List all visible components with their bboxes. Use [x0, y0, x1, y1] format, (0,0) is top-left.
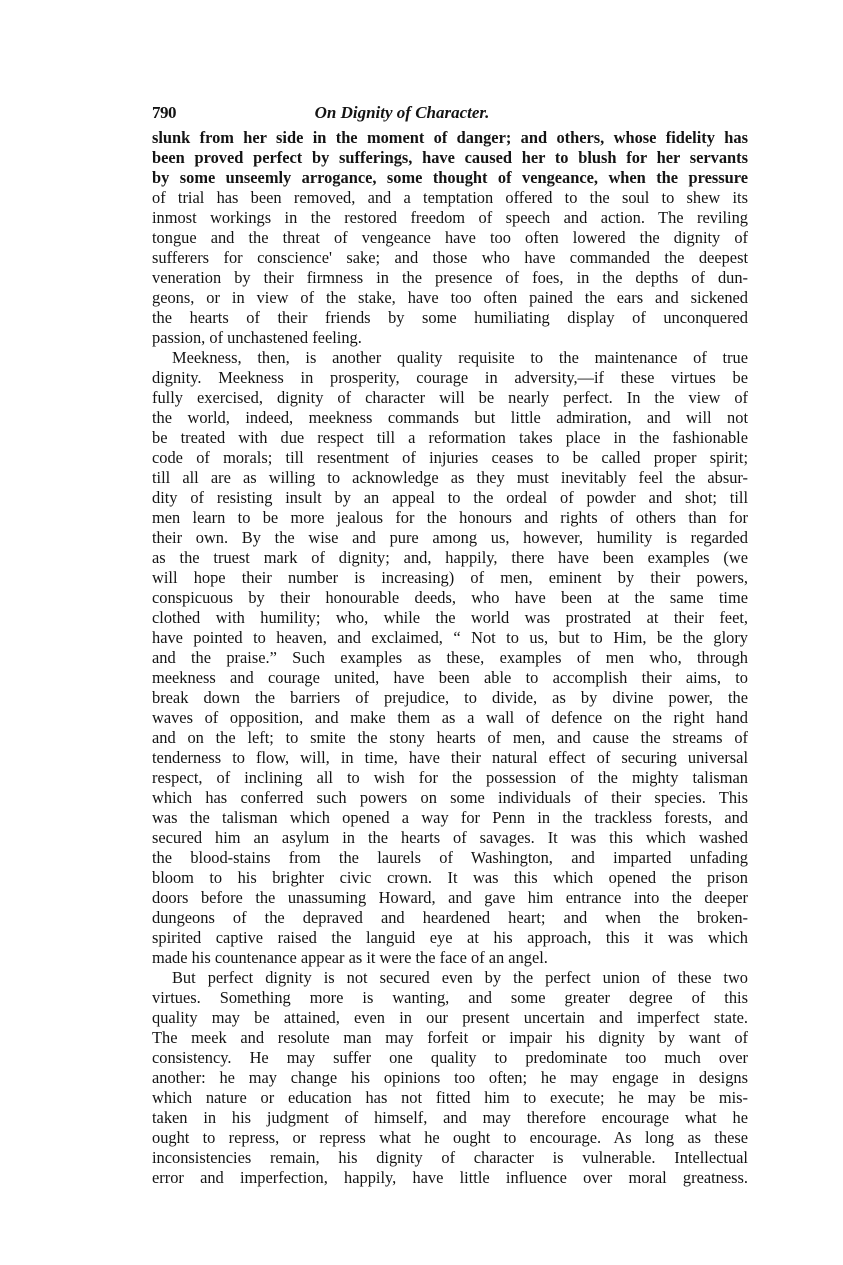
- text-line: consistency. He may suffer one quality to predominate too much over: [152, 1048, 748, 1067]
- text-line: was the talisman which opened a way for Penn in the trackless forests, and: [152, 808, 748, 827]
- text-line: sufferers for conscience' sake; and those who have commanded the deepest: [152, 248, 748, 267]
- text-line: another: he may change his opinions too often; he may engage in designs: [152, 1068, 748, 1087]
- text-line: quality may be attained, even in our present uncertain and imperfect state.: [152, 1008, 748, 1027]
- text-line: slunk from her side in the moment of danger; and others, whose fidelity has: [152, 128, 748, 147]
- text-line: break down the barriers of prejudice, to divide, as by divine power, the: [152, 688, 748, 707]
- text-line: men learn to be more jealous for the honours and rights of others than for: [152, 508, 748, 527]
- page-number: 790: [152, 103, 176, 122]
- text-line: been proved perfect by sufferings, have caused her to blush for her servants: [152, 148, 748, 167]
- text-line: fully exercised, dignity of character will be nearly perfect. In the view of: [152, 388, 748, 407]
- text-line: will hope their number is increasing) of men, eminent by their powers,: [152, 568, 748, 587]
- text-line: error and imperfection, happily, have little influence over moral greatness.: [152, 1168, 748, 1187]
- text-line: Meekness, then, is another quality requisite to the maintenance of true: [172, 348, 748, 367]
- text-line: have pointed to heaven, and exclaimed, “ Not to us, but to Him, be the glory: [152, 628, 748, 647]
- text-line: The meek and resolute man may forfeit or impair his dignity by want of: [152, 1028, 748, 1047]
- text-line: bloom to his brighter civic crown. It was this which opened the prison: [152, 868, 748, 887]
- text-line: meekness and courage united, have been able to accomplish their aims, to: [152, 668, 748, 687]
- page-header: [152, 103, 747, 125]
- text-line: veneration by their firmness in the presence of foes, in the depths of dun-: [152, 268, 748, 287]
- text-line: which nature or education has not fitted him to execute; he may be mis-: [152, 1088, 748, 1107]
- text-line: made his countenance appear as it were the face of an angel.: [152, 948, 548, 967]
- text-line: of trial has been removed, and a temptation offered to the soul to shew its: [152, 188, 748, 207]
- text-line: the hearts of their friends by some humiliating display of unconquered: [152, 308, 748, 327]
- text-line: as the truest mark of dignity; and, happily, there have been examples (we: [152, 548, 748, 567]
- running-title: On Dignity of Character.: [314, 103, 490, 122]
- text-line: secured him an asylum in the hearts of savages. It was this which washed: [152, 828, 748, 847]
- text-line: dity of resisting insult by an appeal to the ordeal of powder and shot; till: [152, 488, 748, 507]
- text-line: inconsistencies remain, his dignity of character is vulnerable. Intellectual: [152, 1148, 748, 1167]
- paragraph: [152, 348, 748, 968]
- text-line: conspicuous by their honourable deeds, who have been at the same time: [152, 588, 748, 607]
- text-line: geons, or in view of the stake, have too often pained the ears and sickened: [152, 288, 748, 307]
- text-line: ought to repress, or repress what he ought to encourage. As long as these: [152, 1128, 748, 1147]
- text-line: inmost workings in the restored freedom of speech and action. The reviling: [152, 208, 748, 227]
- text-line: dungeons of the depraved and heardened heart; and when the broken-: [152, 908, 748, 927]
- text-line: and the praise.” Such examples as these, examples of men who, through: [152, 648, 748, 667]
- body-text: [152, 128, 748, 1188]
- text-line: and on the left; to smite the stony hearts of men, and cause the streams of: [152, 728, 748, 747]
- text-line: code of morals; till resentment of injuries ceases to be called proper spirit;: [152, 448, 748, 467]
- text-line: dignity. Meekness in prosperity, courage in adversity,—if these virtues be: [152, 368, 748, 387]
- paragraph: [152, 968, 748, 1188]
- text-line: by some unseemly arrogance, some thought of vengeance, when the pressure: [152, 168, 748, 187]
- text-line: be treated with due respect till a reformation takes place in the fashionable: [152, 428, 748, 447]
- text-line: spirited captive raised the languid eye at his approach, this it was which: [152, 928, 748, 947]
- text-line: taken in his judgment of himself, and may therefore encourage what he: [152, 1108, 748, 1127]
- paragraph: [152, 128, 748, 348]
- text-line: tenderness to flow, will, in time, have their natural effect of securing universal: [152, 748, 748, 767]
- text-line: respect, of inclining all to wish for the possession of the mighty talisman: [152, 768, 748, 787]
- text-line: But perfect dignity is not secured even by the perfect union of these two: [172, 968, 748, 987]
- text-line: the world, indeed, meekness commands but little admiration, and will not: [152, 408, 748, 427]
- text-line: clothed with humility; who, while the world was prostrated at their feet,: [152, 608, 748, 627]
- text-line: their own. By the wise and pure among us, however, humility is regarded: [152, 528, 748, 547]
- text-line: till all are as willing to acknowledge as they must inevitably feel the absur-: [152, 468, 748, 487]
- text-line: doors before the unassuming Howard, and gave him entrance into the deeper: [152, 888, 748, 907]
- text-line: tongue and the threat of vengeance have too often lowered the dignity of: [152, 228, 748, 247]
- text-line: the blood-stains from the laurels of Washington, and imparted unfading: [152, 848, 748, 867]
- text-line: virtues. Something more is wanting, and some greater degree of this: [152, 988, 748, 1007]
- text-line: passion, of unchastened feeling.: [152, 328, 362, 347]
- text-line: which has conferred such powers on some individuals of their species. This: [152, 788, 748, 807]
- text-line: waves of opposition, and make them as a wall of defence on the right hand: [152, 708, 748, 727]
